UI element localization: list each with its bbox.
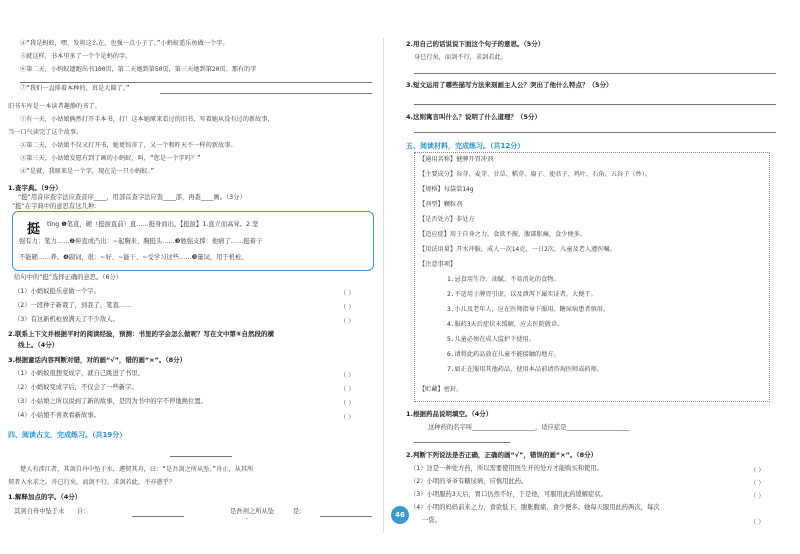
med-note: 4.服药3天后症状未缓解，应去医院就诊。 — [447, 321, 564, 328]
answer-line[interactable] — [414, 132, 776, 133]
ancient-text: 楚人有涉江者，其剑自舟中坠于水，遽契其舟，曰：“是吾剑之所从坠。”舟止，从其所 — [20, 466, 254, 473]
answer-line[interactable] — [132, 516, 184, 517]
emphasis-dot: · — [246, 516, 248, 523]
story-line: ②第二天，小姑娘不仅又打开书，她更惊奇了，又一个和昨天不一样的新故事。 — [20, 142, 237, 149]
story-line: ⑦“我们一直排着本种的，真是大圆了。” — [20, 85, 130, 92]
medicine-instructions-box — [414, 152, 770, 402]
question-title: 2.判断下列说法是否正确，正确的画“√”，错误的画“×”。（8分） — [406, 451, 598, 459]
question-title: 3.短文运用了哪些描写方法来刻画主人公？突出了他什么特点？（5分） — [406, 81, 613, 89]
answer-line[interactable] — [414, 73, 776, 74]
dictionary-text: 不能硬……养。❹副词，很：~好、~能干、~受学习这些……❺量词，用于机枪。 — [19, 254, 248, 261]
answer-line[interactable] — [414, 442, 510, 443]
answer-paren[interactable]: （ ） — [340, 318, 355, 325]
answer-paren[interactable]: （ ） — [750, 493, 765, 500]
answer-paren[interactable]: （ ） — [340, 386, 355, 393]
sub-item: （4）小明的妈妈前来之力，食欲低下，腹胀腹痛，食少便多。她每天服用此药两次，每次 — [410, 504, 660, 511]
sub-item: （1）小蚂蚁挺乐意做一个字。 — [14, 288, 100, 295]
med-note: 3.小儿及老年人，应在医师指导下服用。糖尿病患者慎用。 — [447, 306, 610, 313]
answer-paren[interactable]: （ ） — [750, 480, 765, 487]
story-line: 旧书车库是一本读者趣静的书了。 — [8, 103, 101, 110]
dictionary-box — [12, 211, 374, 271]
sub-item: （3）小明服药3天后，胃口仍然不好，于是他，可服用此药缓解症状。 — [410, 491, 607, 498]
question-title: 1.解释加点的字。（4分） — [8, 493, 82, 501]
story-line: ③第三天，小姑娘发愿有到了画的小蚂蚁，叫，“您是一个字吗？” — [20, 155, 201, 162]
sub-item: （3）小姑娘之所以说到了新的故事，是因为书中的字不停地换位置。 — [14, 398, 207, 405]
sub-item: （2）小明的爷爷有糖尿病，应慎用此药。 — [410, 478, 528, 485]
sub-item: 一袋。 — [422, 517, 441, 524]
sub-item: （4）小姑娘不喜欢看新故事。 — [14, 412, 100, 419]
answer-line[interactable] — [160, 93, 372, 94]
med-note: 6.请将此药品放在儿童不能接触的地方。 — [447, 351, 560, 358]
answer-line[interactable] — [20, 82, 372, 83]
sub-item: 是吾剑之所从坠 是： — [230, 508, 306, 515]
answer-paren[interactable]: （ ） — [750, 467, 765, 474]
section-heading: 五、阅读材料，完成练习。（共12分） — [406, 142, 525, 150]
page-divider — [383, 38, 384, 533]
med-line: 【贮藏】密封。 — [419, 386, 463, 393]
sub-item: （1）这是一种处方药，所以需要使用医生开的处方才能购买和使用。 — [410, 465, 603, 472]
fill-blank[interactable]: 这种药的名字叫____________________，适应症是____________________ — [428, 424, 630, 431]
story-line: ⑥第二天，小蚂蚁遗跑出书100页，第二天她到第50页，第三天她到第20页。那有的字 — [20, 66, 257, 73]
question-title: 3.根据童话内容判断对错，对的画“√”，错的画“×”。（8分） — [8, 356, 187, 364]
question-title: 2.联系上下文并根据平时的阅读经验，预测：书里的字会怎么做呢？写在文中第⑥自然段的横 — [8, 330, 274, 338]
question-text: 给句中的“挺”选择正确的意思。（6分） — [14, 274, 123, 281]
answer-paren[interactable]: （ ） — [340, 304, 355, 311]
med-line: 【是否处方】非处方 — [419, 216, 475, 223]
sub-item: （1）小蚂蚁很想变成字，就自己跳进了书里。 — [14, 370, 144, 377]
ancient-text: 契者入水求之。舟已行矣，而剑不行，求剑若此，不亦惑乎？ — [8, 479, 176, 486]
answer-line[interactable] — [320, 516, 372, 517]
story-line: ①有一天，小姑娘俩然打开手本书，打！这本她原来看过的旧书，写着她从没有过的新故事， — [20, 116, 274, 123]
med-line: 【主要成分】谷芽、麦芽、甘草、稻芽、扁子、使君子、鸡叶、石角、五谷子（炒）。 — [419, 171, 652, 178]
question-title: 1.根据药品说明填空。（4分） — [406, 410, 493, 418]
title-line — [170, 456, 232, 457]
answer-paren[interactable]: （ ） — [340, 400, 355, 407]
question-title: 4.这则寓言叫什么？说明了什么道理？（5分） — [406, 113, 542, 121]
sub-item: （2）一段种子新栽了，到我了，笔直…… — [14, 302, 132, 309]
med-note: 1.忌食用生冷、油腻、不易消化的食物。 — [447, 276, 560, 283]
med-note: 7.如正在服用其他药品，使用本品前请咨询医师或药师。 — [447, 366, 603, 373]
med-note: 2.不适用于脾胃引虚，以及泄泻下属实证者，大便干。 — [447, 291, 597, 298]
section-heading: 四、阅读古文，完成练习。（共19分） — [8, 431, 127, 439]
med-line: 【剂型】颗粒剂 — [419, 201, 463, 208]
quoted-sentence: 身已行矣，而剑不行，求剑若此。 — [414, 54, 507, 61]
sub-item: （3）有这新机枪放满天了不少敌人。 — [14, 316, 119, 323]
question-text: “挺”在字典中的意思有这几种： — [12, 203, 101, 210]
med-line: 【注意事项】 — [419, 261, 457, 268]
story-line: 当一口气读完了这个故事。 — [8, 129, 83, 136]
page-number: 46 — [391, 506, 409, 524]
med-line: 【用法用量】开水冲服，成人一次14克，一日2次，儿童及老人遵医嘱。 — [419, 246, 616, 253]
question-title: 线上。（4分） — [18, 341, 59, 349]
sub-item: （2）小蚂蚁变成字后，不仅会了一些新字。 — [14, 384, 138, 391]
answer-paren[interactable]: （ ） — [340, 290, 355, 297]
story-line: ④“我是蚂蚁，嘿，发将这么在，也强一点小子了。”小蚂蚁遥乐鱼做一个字。 — [20, 40, 229, 47]
story-line: ④“是就，我原来是一个字，现在是一只小蚂蚁。” — [20, 168, 155, 175]
med-note: 5.儿童必须在成人监护下使用。 — [447, 336, 535, 343]
dictionary-text: tǐng ❶笔直，硬（挺拔直前）直……挺身而出。【挺拔】1.直立而高耸。2.坚 — [47, 221, 259, 228]
sub-item: 其剑自舟中坠于水 自： — [14, 508, 90, 515]
answer-paren[interactable]: （ ） — [340, 372, 355, 379]
med-line: 【规格】每袋装14g — [419, 186, 474, 193]
dictionary-char: 挺 — [27, 222, 41, 237]
answer-line[interactable] — [414, 104, 776, 105]
question-text: “挺”用音序查字法应查音序____，用部首查字法应查____部，再查____画。（3分） — [18, 194, 246, 201]
story-line: ⑤就这样，书本里多了一个个是蚂的字。 — [20, 53, 132, 60]
med-line: 【适应症】用于自身之力，食欲不振，腹部胀痛，食少便多。 — [419, 231, 587, 238]
emphasis-dot: · — [28, 516, 30, 523]
question-title: 2.用自己的话说说下面这个句子的意思。（5分） — [406, 40, 545, 48]
dictionary-text: 强有力：笔力……❷伸直或凸出：~起胸来、胸挺头……❸勉强支撑：他病了……挺着干 — [19, 238, 263, 245]
med-line: 【通用名称】健脾开胃冲剂 — [419, 156, 494, 163]
question-title: 1.查字典。（9分） — [8, 184, 62, 192]
right-page — [400, 0, 800, 554]
answer-paren[interactable]: （ ） — [750, 519, 765, 526]
answer-paren[interactable]: （ ） — [340, 414, 355, 421]
